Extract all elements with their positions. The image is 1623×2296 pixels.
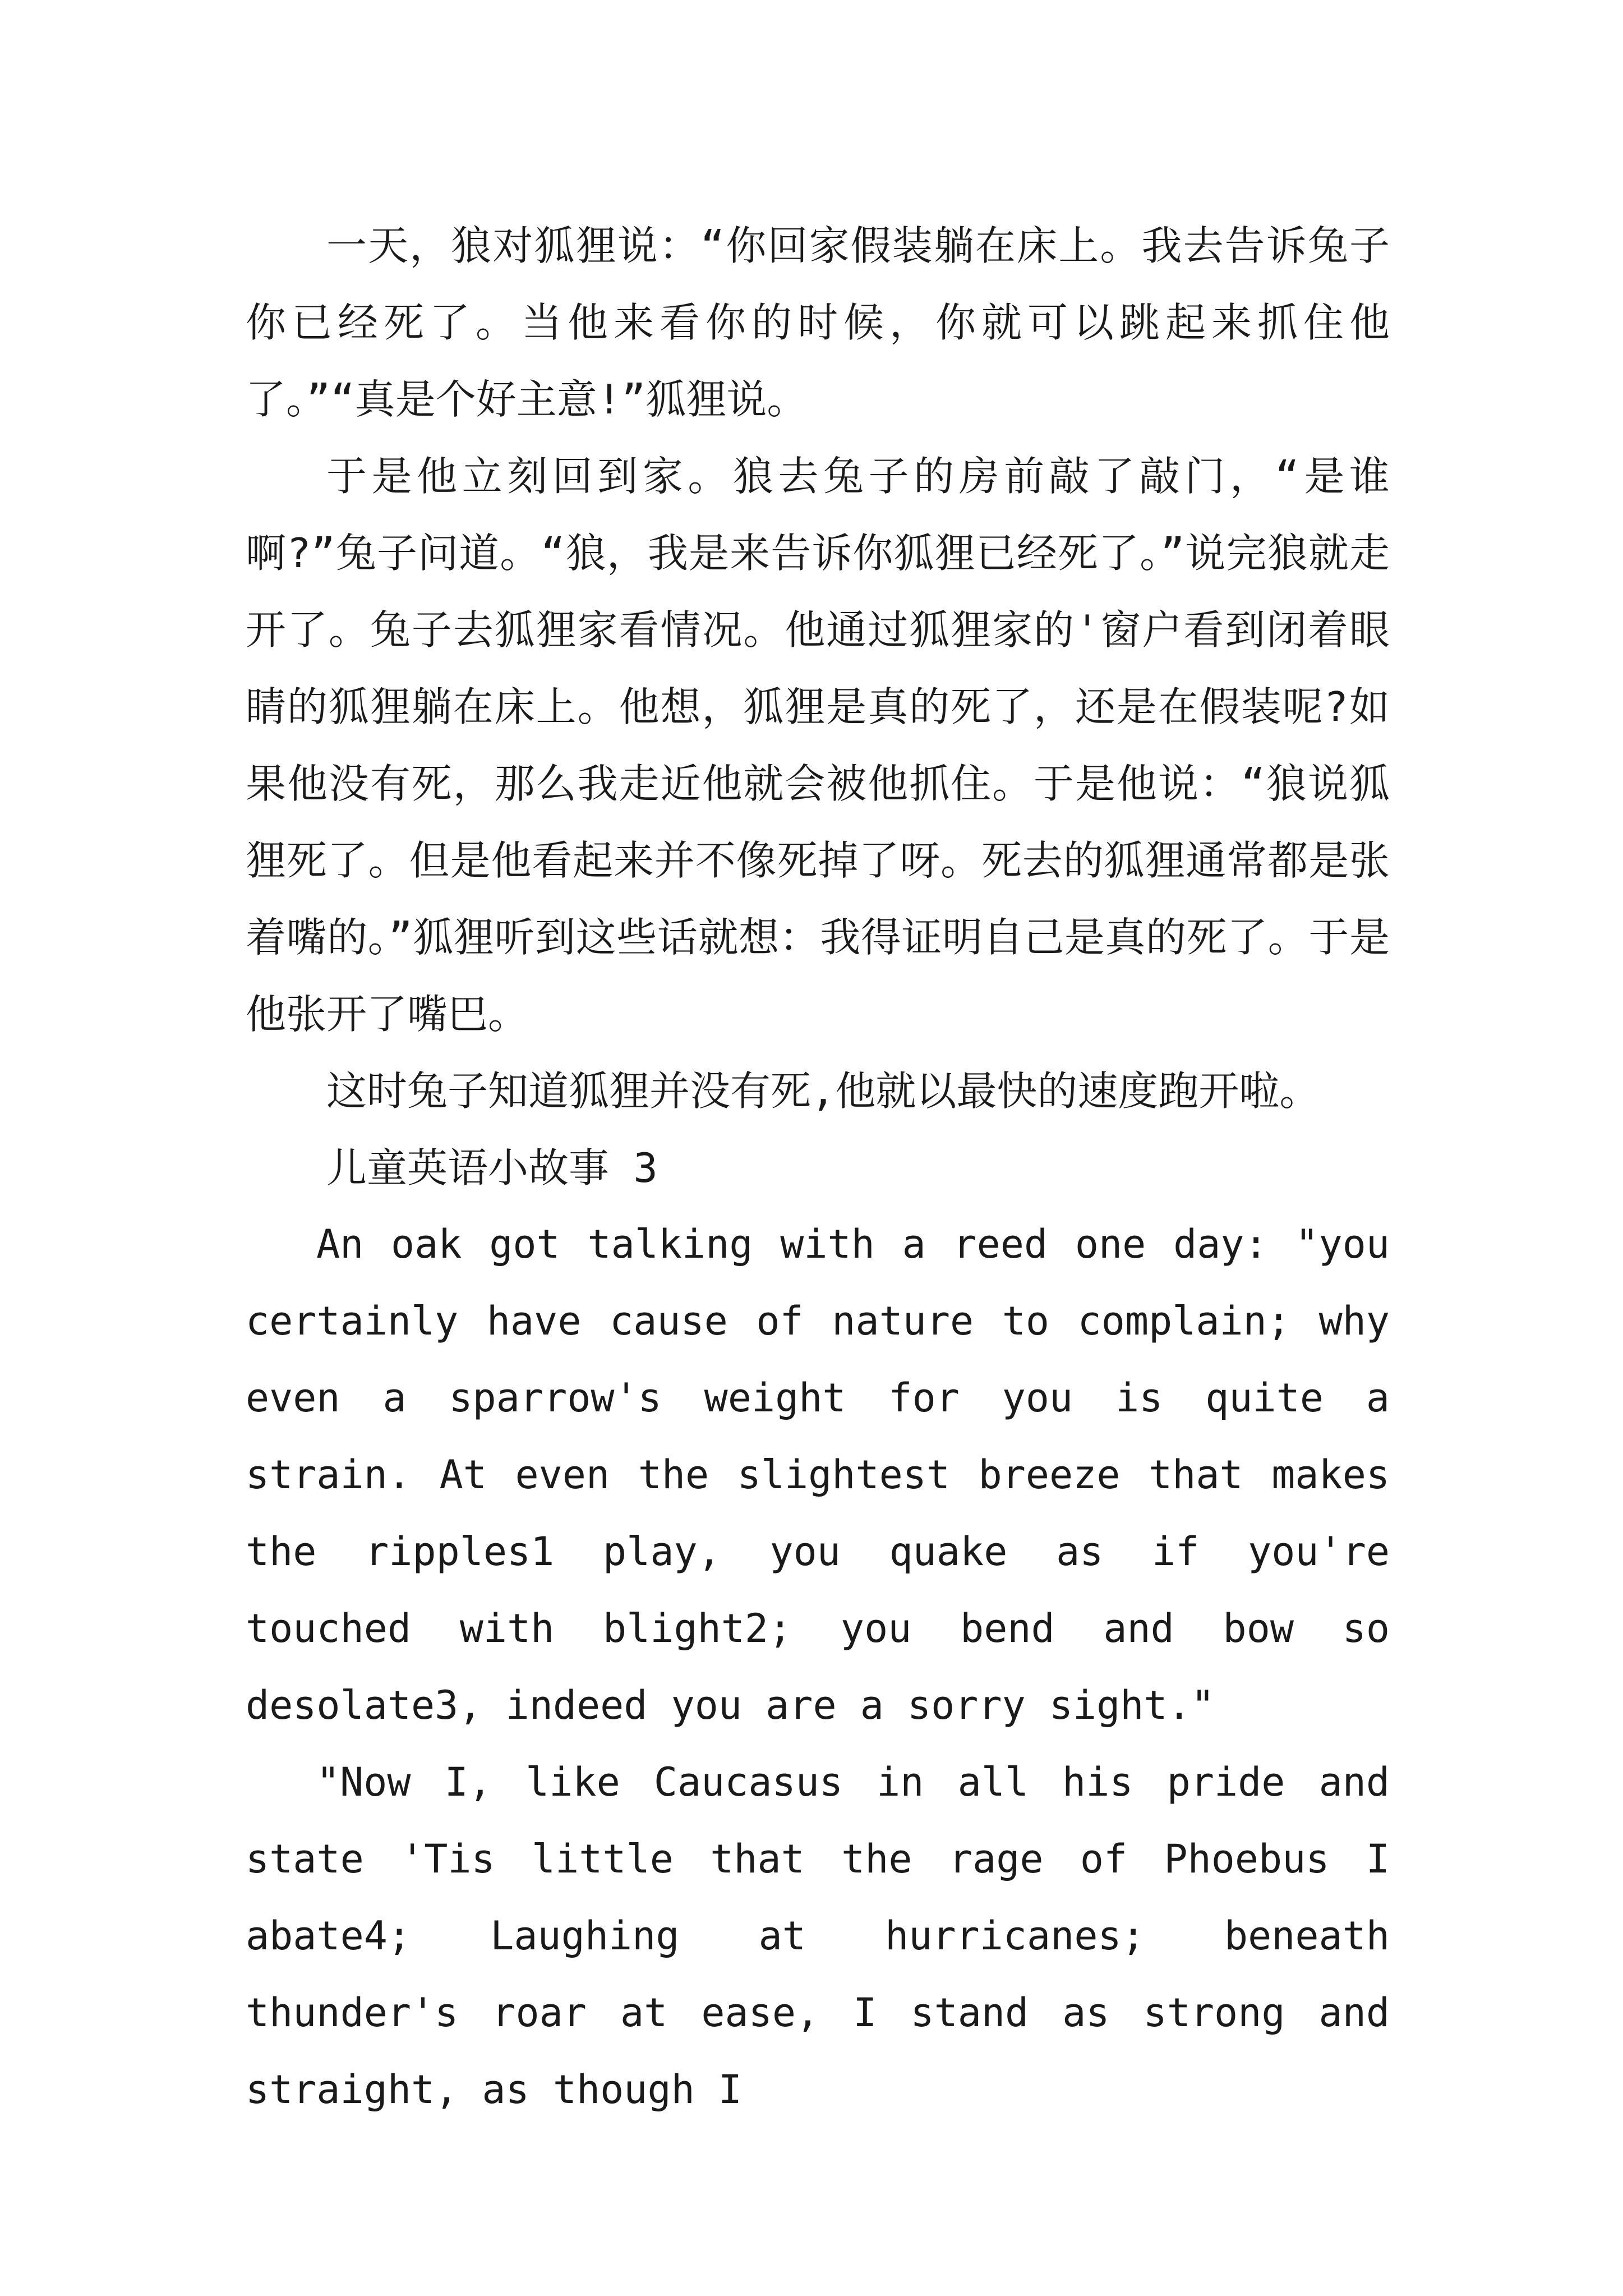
chinese-paragraph-2: 于是他立刻回到家。狼去兔子的房前敲了敲门，“是谁啊?”兔子问道。“狼，我是来告诉你狐狸已经死了。”说完狼就走开了。兔子去狐狸家看情况。他通过狐狸家的'窗户看到闭着眼睛的狐狸躺在床上。他想，狐狸是真的死了，还是在假装呢?如果他没有死，那么我走近他就会被他抓住。于是他说：“狼说狐狸死了。但是他看起来并不像死掉了呀。死去的狐狸通常都是张着嘴的。”狐狸听到这些话就想：我得证明自己是真的死了。于是他张开了嘴巴。 bbox=[246, 453, 1390, 1038]
chinese-paragraph-3: 这时兔子知道狐狸并没有死,他就以最快的速度跑开啦。 bbox=[326, 1068, 1320, 1115]
english-story-section bbox=[246, 1206, 1390, 2128]
chinese-paragraph-1: 一天，狼对狐狸说：“你回家假装躺在床上。我去告诉兔子你已经死了。当他来看你的时候，你就可以跳起来抓住他了。”“真是个好主意!”狐狸说。 bbox=[246, 222, 1390, 423]
english-paragraph-1: An oak got talking with a reed one day: "you certainly have cause of nature to complain; why even a sparrow's weight for you is quite a strain. At even the slightest breeze that makes the ripples1 play, you quake as if you're touched with blight2; you bend and bow so desolate3, indeed you are a sorry sight." bbox=[246, 1221, 1390, 1728]
section-title: 儿童英语小故事 3 bbox=[326, 1144, 658, 1191]
english-paragraph-2: "Now I, like Caucasus in all his pride and state 'Tis little that the rage of Phoebus I abate4; Laughing at hurricanes; beneath thunder's roar at ease, I stand as strong and straight, as though I bbox=[246, 1759, 1390, 2113]
chinese-story-section bbox=[246, 208, 1390, 1207]
